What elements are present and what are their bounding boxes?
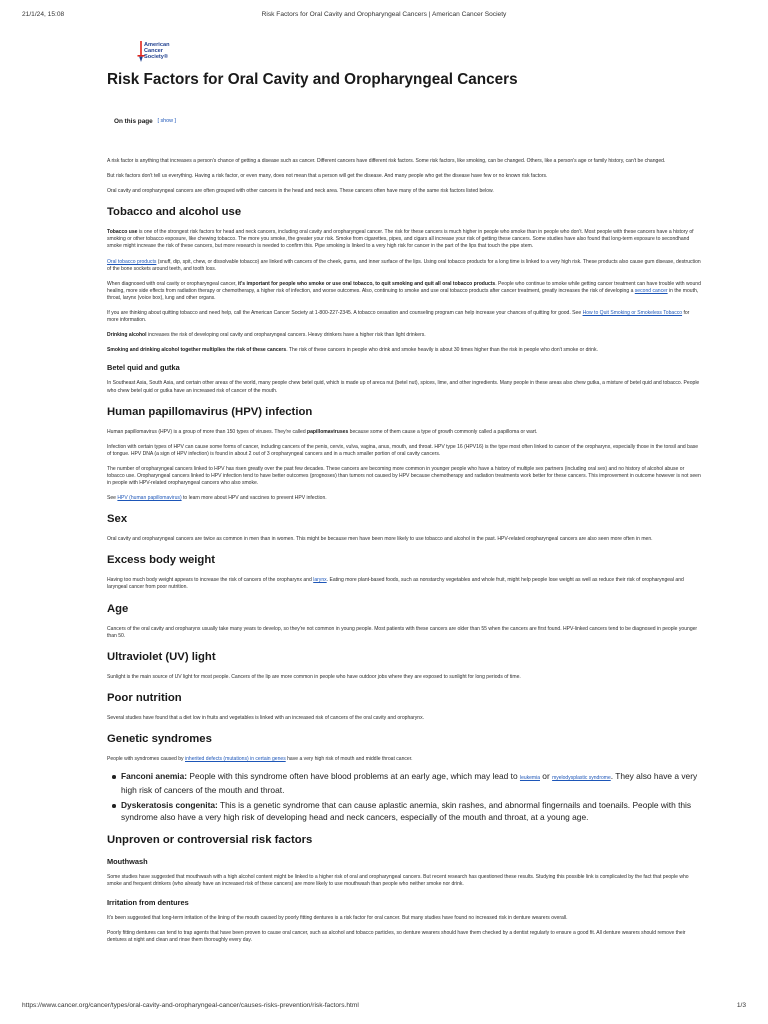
how-to-quit-link[interactable]: How to Quit Smoking or Smokeless Tobacco xyxy=(582,310,683,317)
hpv-paragraph: Infection with certain types of HPV can cause some forms of cancer, including cancers of the penis, cervix, vulva, vagina, anus, mouth, and throat. HPV type 16 (HPV16) is the type most often linked to cancer of the oropharynx, especially those in the tonsil and base of tongue. HPV DNA (a sign of HPV infection) is found in about 2 out of 3 oropharyngeal cancers and in a much smaller portion of oral cavity cancers. xyxy=(107,443,699,457)
subheading-betel: Betel quid and gutka xyxy=(107,363,180,373)
print-page-title: Risk Factors for Oral Cavity and Oropharyngeal Cancers | American Cancer Society xyxy=(261,11,507,18)
acs-logo[interactable] xyxy=(137,41,177,63)
page-title: Risk Factors for Oral Cavity and Oropharyngeal Cancers xyxy=(107,71,518,88)
oral-tobacco-paragraph: Oral tobacco products (snuff, dip, spit, chew, or dissolvable tobacco) are linked with cancers of the cheek, gums, and inner surface of the lips. Using oral tobacco products for a long time is linked to a very high risk. These products also cause gum disease, destruction of the bone sockets around teeth, and tooth loss. xyxy=(107,258,701,272)
alcohol-paragraph: Drinking alcohol increases the risk of developing oral cavity and oropharyngeal cancers. Heavy drinkers have a higher risk than light drinkers. xyxy=(107,332,426,339)
logo-wordmark: American Cancer Society® xyxy=(144,42,170,60)
toc-label: On this page xyxy=(114,118,153,125)
tobacco-paragraph: Tobacco use is one of the strongest risk factors for head and neck cancers, including oral cavity and oropharyngeal cancer. The risk for these cancers is much higher in people who smoke than in people who don't. Most people with these cancers have a history of smoking or other tobacco exposure, like chewing tobacco. The more you smoke, the greater your risk. Smoke from cigarettes, pipes, and cigars all increase your risk of getting these cancers. Some studies have also found that long-term exposure to secondhand smoke might increase the risk of these cancers, but more research is needed to confirm this. Pipe smoking is linked to a very high risk for cancer in the part of the lips that touch the pipe stem. xyxy=(107,229,694,250)
uv-paragraph: Sunlight is the main source of UV light for most people. Cancers of the lip are more common in people who have outdoor jobs where they are exposed to sunlight for long periods of time. xyxy=(107,673,521,680)
quit-help-paragraph: If you are thinking about quitting tobacco and need help, call the American Cancer Society at 1-800-227-2345. A tobacco cessation and counseling program can help increase your chances of quitting for good. See How to Quit Smoking or Smokeless Tobacco for more information. xyxy=(107,310,690,324)
leukemia-link[interactable]: leukemia xyxy=(519,775,540,781)
intro-paragraph: Oral cavity and oropharyngeal cancers are often grouped with other cancers in the head and neck area. These cancers often have many of the same risk factors listed below. xyxy=(107,188,494,195)
smoking-drinking-paragraph: Smoking and drinking alcohol together multiplies the risk of these cancers. The risk of these cancers in people who drink and smoke heavily is about 30 times higher than the risk in people who don't smoke or drink. xyxy=(107,347,598,354)
inherited-defects-link[interactable]: inherited defects (mutations) in certain genes xyxy=(185,755,286,762)
mouthwash-paragraph: Some studies have suggested that mouthwash with a high alcohol content might be linked to a higher risk of oral and oropharyngeal cancers. But recent research has questioned these results. Studying this possible link is complicated by the fact that people who smoke and frequent drinkers (who already have an increased risk of these cancers) are more likely to use mouthwash than people who neither smoke nor drink. xyxy=(107,874,689,888)
oral-tobacco-link[interactable]: Oral tobacco products xyxy=(107,258,157,265)
print-footer xyxy=(22,1002,746,1014)
list-item-dyskeratosis: Dyskeratosis congenita: This is a genetic syndrome that can cause aplastic anemia, skin rashes, and abnormal fingernails and toenails. People with this syndrome also have a very high risk of developing head and neck cancers, especially of the mouth and throat, at a young age. xyxy=(121,800,701,823)
dentures-paragraph: Poorly fitting dentures can tend to trap agents that have been proven to cause oral cancer, such as alcohol and tobacco particles, so denture wearers should have them checked by a dentist regularly to ensure a good fit. All denture wearers should remove their dentures at night and clean and rinse them thoroughly every day. xyxy=(107,929,686,943)
betel-paragraph: In Southeast Asia, South Asia, and certain other areas of the world, many people chew betel quid, which is made up of areca nut (betel nut), spices, lime, and other ingredients. Many people in these areas also chew gutka, a mixture of betel quid and tobacco. People who chew betel quid or gutka have an increased risk of cancer of the mouth. xyxy=(107,380,700,394)
second-cancer-link[interactable]: second cancer xyxy=(634,287,668,294)
section-heading-genetic: Genetic syndromes xyxy=(107,732,212,745)
section-heading-tobacco: Tobacco and alcohol use xyxy=(107,206,242,219)
hpv-link[interactable]: HPV (human papillomavirus) xyxy=(117,495,182,502)
section-heading-sex: Sex xyxy=(107,513,128,526)
on-this-page xyxy=(114,118,176,125)
intro-paragraph: But risk factors don't tell us everything. Having a risk factor, or even many, does not mean that a person will get the disease. And many people who get the disease have few or no known risk factors. xyxy=(107,173,548,180)
print-header xyxy=(22,11,746,23)
age-paragraph: Cancers of the oral cavity and oropharynx usually take many years to develop, so they're not common in young people. Most patients with these cancers are older than 55 when the cancers are first found. HPV-linked cancers tend to be diagnosed in people younger than 50. xyxy=(107,625,698,639)
subheading-mouthwash: Mouthwash xyxy=(107,857,148,867)
section-heading-nutrition: Poor nutrition xyxy=(107,691,182,704)
nutrition-paragraph: Several studies have found that a diet low in fruits and vegetables is linked with an increased risk of cancers of the oral cavity and oropharynx. xyxy=(107,714,425,721)
intro-paragraph: A risk factor is anything that increases a person's chance of getting a disease such as cancer. Different cancers have different risk factors. Some risk factors, like smoking, can be changed. Others, like a person's age or family history, can't be changed. xyxy=(107,158,666,164)
hpv-paragraph: The number of oropharyngeal cancers linked to HPV has risen greatly over the past few decades. These cancers are becoming more common in younger people who have a history of multiple sex partners (including oral sex) and no history of alcohol abuse or tobacco use. Oropharyngeal cancers linked to HPV infection tend to have better outcomes (prognoses) than tumors not caused by HPV because chemotherapy and radiation treatments work better for these cancers. This improvement in outcome however is not seen in people with HPV-related oropharyngeal cancers who also smoke. xyxy=(107,465,701,487)
bullet-icon xyxy=(112,804,116,808)
sex-paragraph: Oral cavity and oropharyngeal cancers are twice as common in men than in women. This might be because men have been more likely to use tobacco and alcohol in the past. HPV-related oropharyngeal cancers are also seen more often in men. xyxy=(107,536,653,543)
article-body xyxy=(107,158,701,952)
hpv-paragraph: Human papillomavirus (HPV) is a group of more than 150 types of viruses. They're called papillomaviruses because some of them cause a type of growth commonly called a papilloma or wart. xyxy=(107,428,538,435)
section-heading-unproven: Unproven or controversial risk factors xyxy=(107,834,313,847)
page-number: 1/3 xyxy=(736,1002,746,1009)
bullet-icon xyxy=(112,775,116,779)
print-url: https://www.cancer.org/cancer/types/oral-cavity-and-oropharyngeal-cancer/causes-risks-prevention/risk-factors.html xyxy=(22,1002,359,1009)
list-item-fanconi: Fanconi anemia: People with this syndrome often have blood problems at an early age, which may lead to leukemia or myelodysplastic syndrome. They also have a very high risk of cancers of the mouth and throat. xyxy=(121,771,701,796)
print-datetime: 21/1/24, 15:08 xyxy=(22,11,65,18)
section-heading-hpv: Human papillomavirus (HPV) infection xyxy=(107,405,313,418)
section-heading-weight: Excess body weight xyxy=(107,554,215,567)
genetic-paragraph: People with syndromes caused by inherited defects (mutations) in certain genes have a very high risk of mouth and middle throat cancer. xyxy=(107,755,413,762)
section-heading-age: Age xyxy=(107,602,129,615)
hpv-see-paragraph: See HPV (human papillomavirus) to learn more about HPV and vaccines to prevent HPV infection. xyxy=(107,495,327,502)
dentures-paragraph: It's been suggested that long-term irritation of the lining of the mouth caused by poorly fitting dentures is a risk factor for oral cancer. But many studies have found no increased risk in denture wearers overall. xyxy=(107,914,568,921)
section-heading-uv: Ultraviolet (UV) light xyxy=(107,650,216,663)
toc-show-toggle[interactable]: [ show ] xyxy=(157,118,177,124)
larynx-link[interactable]: larynx xyxy=(313,577,327,584)
quit-smoking-paragraph: When diagnosed with oral cavity or oropharyngeal cancer, it's important for people who smoke or use oral tobacco, to quit smoking and quit all oral tobacco products. People who continue to smoke while getting cancer treatment can have trouble with wound healing, more side effects from radiation therapy or chemotherapy, a higher risk of infection, and worse outcomes. Also, continuing to smoke and use oral tobacco products after cancer treatment, greatly increases the risk of developing a second cancer in the mouth, throat, larynx (voice box), lung and other organs. xyxy=(107,280,701,301)
myelodysplastic-link[interactable]: myelodysplastic syndrome xyxy=(552,775,611,781)
genetic-syndromes-list xyxy=(107,771,701,823)
weight-paragraph: Having too much body weight appears to increase the risk of cancers of the oropharynx and larynx. Eating more plant-based foods, such as nonstarchy vegetables and whole fruit, might help people lose weight as well as reduce their risk of oropharyngeal and laryngeal cancer from poor nutrition. xyxy=(107,577,684,591)
subheading-dentures: Irritation from dentures xyxy=(107,897,189,907)
